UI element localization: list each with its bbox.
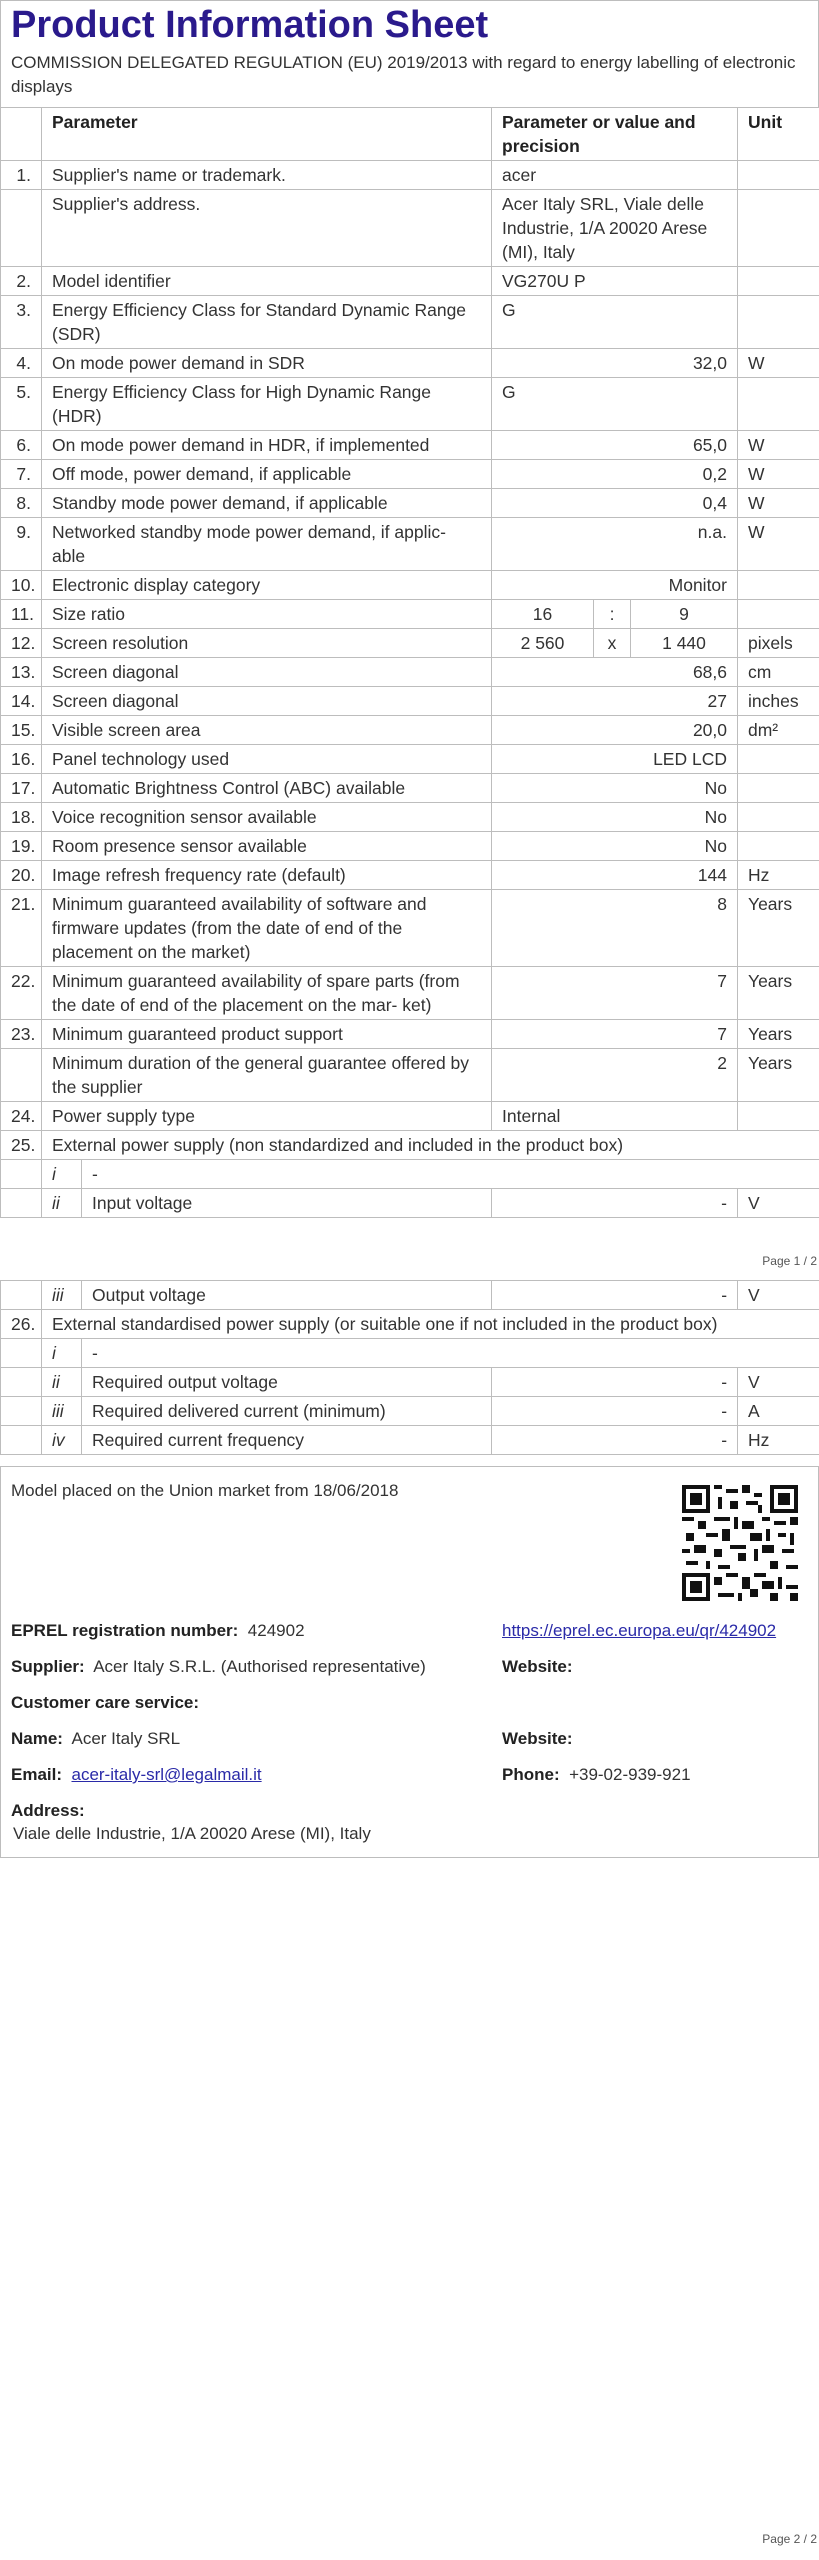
- resolution-width: 2 560: [492, 629, 594, 658]
- row-number: [1, 1281, 42, 1310]
- row-number: 6.: [1, 431, 42, 460]
- row-value: -: [492, 1189, 738, 1218]
- row-unit: Hz: [738, 861, 819, 890]
- row-parameter: Required output voltage: [82, 1368, 492, 1397]
- row-value: 68,6: [492, 658, 738, 687]
- row-unit: Years: [738, 890, 819, 967]
- row-value: 32,0: [492, 349, 738, 378]
- eprel-number: 424902: [247, 1621, 305, 1640]
- resolution-separator: x: [594, 629, 631, 658]
- row-number: 25.: [1, 1131, 42, 1160]
- row-number: 24.: [1, 1102, 42, 1131]
- row-unit: [738, 190, 819, 267]
- header-unit: Unit: [738, 108, 819, 161]
- row-value: 7: [492, 1020, 738, 1049]
- sheet-header: [0, 0, 819, 107]
- table-row: [1, 687, 819, 716]
- row-unit: [738, 600, 819, 629]
- row-parameter: Energy Efficiency Class for High Dynamic Range (HDR): [42, 378, 492, 431]
- care-phone-label: Phone:: [502, 1765, 560, 1784]
- row-value: No: [492, 774, 738, 803]
- care-address-value: Viale delle Industrie, 1/A 20020 Arese (MI), Italy: [13, 1824, 371, 1843]
- row-parameter: Minimum guaranteed product support: [42, 1020, 492, 1049]
- table-row: [1, 716, 819, 745]
- row-number: [1, 1189, 42, 1218]
- table-row: [1, 1426, 819, 1455]
- row-unit: [738, 161, 819, 190]
- supplier-value: Acer Italy S.R.L. (Authorised representative): [93, 1657, 426, 1676]
- sub-index: i: [42, 1160, 82, 1189]
- table-row: [1, 1339, 819, 1368]
- row-unit: [738, 571, 819, 600]
- row-unit: dm²: [738, 716, 819, 745]
- row-parameter: Image refresh frequency rate (default): [42, 861, 492, 890]
- row-number: 2.: [1, 267, 42, 296]
- row-unit: Years: [738, 967, 819, 1020]
- row-unit: V: [738, 1189, 819, 1218]
- row-unit: inches: [738, 687, 819, 716]
- row-value: No: [492, 803, 738, 832]
- row-value: -: [492, 1368, 738, 1397]
- table-row: [1, 1310, 819, 1339]
- row-unit: V: [738, 1368, 819, 1397]
- table-row: [1, 1397, 819, 1426]
- row-parameter: Required delivered current (minimum): [82, 1397, 492, 1426]
- row-unit: cm: [738, 658, 819, 687]
- row-number: 13.: [1, 658, 42, 687]
- row-unit: [738, 296, 819, 349]
- row-number: 9.: [1, 518, 42, 571]
- row-parameter: Screen diagonal: [42, 687, 492, 716]
- row-value: LED LCD: [492, 745, 738, 774]
- row-value: 2: [492, 1049, 738, 1102]
- row-value: G: [492, 296, 738, 349]
- care-website-label: Website:: [502, 1729, 573, 1748]
- row-parameter: Supplier's name or trademark.: [42, 161, 492, 190]
- table-row: [1, 1020, 819, 1049]
- care-address-label: Address:: [11, 1801, 85, 1820]
- row-parameter: Minimum duration of the general guarantee offered by the supplier: [42, 1049, 492, 1102]
- customer-care-label: Customer care service:: [11, 1693, 200, 1712]
- eprel-registration: [11, 1621, 305, 1641]
- market-placement-date: Model placed on the Union market from 18/06/2018: [11, 1481, 399, 1500]
- care-name-row: [11, 1729, 180, 1749]
- table-row: [1, 890, 819, 967]
- table-row: [1, 1368, 819, 1397]
- row-number: 23.: [1, 1020, 42, 1049]
- table-row: [1, 1189, 819, 1218]
- row-unit: W: [738, 460, 819, 489]
- row-unit: [738, 378, 819, 431]
- row-value: n.a.: [492, 518, 738, 571]
- care-email-link[interactable]: acer-italy-srl@legalmail.it: [71, 1765, 262, 1784]
- row-parameter: On mode power demand in SDR: [42, 349, 492, 378]
- care-phone-row: [502, 1765, 691, 1785]
- row-parameter: Voice recognition sensor available: [42, 803, 492, 832]
- row-number: 21.: [1, 890, 42, 967]
- row-parameter: Output voltage: [82, 1281, 492, 1310]
- table-row: [1, 832, 819, 861]
- row-value: Acer Italy SRL, Viale delle Industrie, 1/A 20020 Arese (MI), Italy: [492, 190, 738, 267]
- header-parameter: Parameter: [42, 108, 492, 161]
- row-number: 15.: [1, 716, 42, 745]
- row-parameter: Power supply type: [42, 1102, 492, 1131]
- row-parameter: Size ratio: [42, 600, 492, 629]
- row-number: 4.: [1, 349, 42, 378]
- page-two: [0, 1280, 819, 1455]
- table-row: [1, 378, 819, 431]
- row-parameter: Supplier's address.: [42, 190, 492, 267]
- eprel-link-row: [502, 1621, 776, 1641]
- table-row: [1, 803, 819, 832]
- row-parameter: Minimum guaranteed availability of spare parts (from the date of end of the placement on the mar- ket): [42, 967, 492, 1020]
- row-number: 10.: [1, 571, 42, 600]
- customer-care-heading: [11, 1693, 199, 1713]
- row-parameter: Automatic Brightness Control (ABC) available: [42, 774, 492, 803]
- table-row: [1, 161, 819, 190]
- row-value: -: [492, 1281, 738, 1310]
- table-row: [1, 774, 819, 803]
- page-number: Page 2 / 2: [762, 2532, 817, 2546]
- row-parameter: Off mode, power demand, if applicable: [42, 460, 492, 489]
- row-value: 20,0: [492, 716, 738, 745]
- row-number: [1, 1397, 42, 1426]
- table-row: [1, 571, 819, 600]
- table-row: [1, 967, 819, 1020]
- row-parameter: Energy Efficiency Class for Standard Dynamic Range (SDR): [42, 296, 492, 349]
- row-number: [1, 1339, 42, 1368]
- row-value: acer: [492, 161, 738, 190]
- supplier-row: [11, 1657, 426, 1677]
- eprel-label: EPREL registration number:: [11, 1621, 239, 1640]
- row-parameter: Networked standby mode power demand, if applic- able: [42, 518, 492, 571]
- row-parameter: On mode power demand in HDR, if implemented: [42, 431, 492, 460]
- table-row: [1, 1281, 819, 1310]
- row-number: 17.: [1, 774, 42, 803]
- row-number: 19.: [1, 832, 42, 861]
- row-value: -: [492, 1397, 738, 1426]
- sub-index: ii: [42, 1368, 82, 1397]
- row-unit: [738, 745, 819, 774]
- row-number: 26.: [1, 1310, 42, 1339]
- table-row: [1, 1131, 819, 1160]
- row-unit: pixels: [738, 629, 819, 658]
- regulation-subtitle: COMMISSION DELEGATED REGULATION (EU) 2019/2013 with regard to energy labelling of electronic displays: [11, 53, 796, 96]
- table-row: [1, 296, 819, 349]
- row-unit: [738, 1102, 819, 1131]
- table-row: [1, 629, 819, 658]
- row-unit: [738, 267, 819, 296]
- row-number: 11.: [1, 600, 42, 629]
- sub-index: i: [42, 1339, 82, 1368]
- row-number: 3.: [1, 296, 42, 349]
- row-unit: A: [738, 1397, 819, 1426]
- parameters-table: [0, 107, 819, 1218]
- table-row: [1, 460, 819, 489]
- row-value: 8: [492, 890, 738, 967]
- care-address-heading: [11, 1801, 85, 1821]
- qr-code-icon[interactable]: [682, 1485, 798, 1601]
- ratio-width: 16: [492, 600, 594, 629]
- row-parameter: Visible screen area: [42, 716, 492, 745]
- row-value: 65,0: [492, 431, 738, 460]
- row-number: 14.: [1, 687, 42, 716]
- row-unit: Years: [738, 1049, 819, 1102]
- supplier-info-card: [0, 1466, 819, 1858]
- row-number: 7.: [1, 460, 42, 489]
- row-unit: W: [738, 489, 819, 518]
- row-value: 0,4: [492, 489, 738, 518]
- table-row: [1, 1049, 819, 1102]
- row-number: 12.: [1, 629, 42, 658]
- row-parameter: Screen resolution: [42, 629, 492, 658]
- row-unit: [738, 832, 819, 861]
- row-number: 5.: [1, 378, 42, 431]
- row-value: No: [492, 832, 738, 861]
- supplier-label: Supplier:: [11, 1657, 85, 1676]
- row-number: 8.: [1, 489, 42, 518]
- sub-index: iv: [42, 1426, 82, 1455]
- table-row: [1, 600, 819, 629]
- table-row: [1, 349, 819, 378]
- row-value: 0,2: [492, 460, 738, 489]
- row-value: VG270U P: [492, 267, 738, 296]
- table-row: [1, 518, 819, 571]
- row-parameter: Model identifier: [42, 267, 492, 296]
- row-value: 27: [492, 687, 738, 716]
- row-number: [1, 1160, 42, 1189]
- care-name-value: Acer Italy SRL: [71, 1729, 181, 1748]
- table-row: [1, 1102, 819, 1131]
- row-value: G: [492, 378, 738, 431]
- care-name-label: Name:: [11, 1729, 63, 1748]
- row-unit: W: [738, 518, 819, 571]
- table-row: [1, 190, 819, 267]
- row-parameter: Electronic display category: [42, 571, 492, 600]
- parameters-table-continued: [0, 1280, 819, 1455]
- website-row: [502, 1657, 573, 1677]
- sub-index: ii: [42, 1189, 82, 1218]
- row-parameter: External standardised power supply (or suitable one if not included in the product box): [42, 1310, 819, 1339]
- care-email-row: [11, 1765, 262, 1785]
- row-value: 7: [492, 967, 738, 1020]
- ratio-height: 9: [631, 600, 738, 629]
- page-number: Page 1 / 2: [762, 1254, 817, 1268]
- row-number: [1, 1368, 42, 1397]
- row-number: 20.: [1, 861, 42, 890]
- table-row: [1, 745, 819, 774]
- row-parameter: Room presence sensor available: [42, 832, 492, 861]
- table-header-row: [1, 108, 819, 161]
- ratio-separator: :: [594, 600, 631, 629]
- row-parameter: -: [82, 1160, 819, 1189]
- table-row: [1, 658, 819, 687]
- row-unit: W: [738, 349, 819, 378]
- table-row: [1, 861, 819, 890]
- row-value: Internal: [492, 1102, 738, 1131]
- header-value: Parameter or value and precision: [492, 108, 738, 161]
- care-website-row: [502, 1729, 573, 1749]
- table-row: [1, 267, 819, 296]
- care-phone-value: +39-02-939-921: [569, 1765, 691, 1784]
- row-unit: W: [738, 431, 819, 460]
- row-parameter: Standby mode power demand, if applicable: [42, 489, 492, 518]
- row-number: [1, 1049, 42, 1102]
- row-value: -: [492, 1426, 738, 1455]
- page-one: [0, 0, 819, 1268]
- row-number: 16.: [1, 745, 42, 774]
- table-row: [1, 1160, 819, 1189]
- row-unit: V: [738, 1281, 819, 1310]
- row-number: [1, 190, 42, 267]
- row-parameter: Required current frequency: [82, 1426, 492, 1455]
- row-unit: [738, 774, 819, 803]
- eprel-link[interactable]: https://eprel.ec.europa.eu/qr/424902: [502, 1621, 777, 1640]
- row-parameter: Minimum guaranteed availability of software and firmware updates (from the date of end of the placement on the market): [42, 890, 492, 967]
- care-email-label: Email:: [11, 1765, 63, 1784]
- row-unit: [738, 803, 819, 832]
- sub-index: iii: [42, 1397, 82, 1426]
- row-parameter: Panel technology used: [42, 745, 492, 774]
- page-title: Product Information Sheet: [11, 4, 489, 46]
- row-parameter: -: [82, 1339, 819, 1368]
- row-parameter: Input voltage: [82, 1189, 492, 1218]
- row-parameter: Screen diagonal: [42, 658, 492, 687]
- row-number: 22.: [1, 967, 42, 1020]
- website-label: Website:: [502, 1657, 573, 1676]
- resolution-height: 1 440: [631, 629, 738, 658]
- row-number: [1, 1426, 42, 1455]
- row-number: 1.: [1, 161, 42, 190]
- row-unit: Hz: [738, 1426, 819, 1455]
- row-parameter: External power supply (non standardized and included in the product box): [42, 1131, 819, 1160]
- table-row: [1, 489, 819, 518]
- table-row: [1, 431, 819, 460]
- row-unit: Years: [738, 1020, 819, 1049]
- sub-index: iii: [42, 1281, 82, 1310]
- row-value: 144: [492, 861, 738, 890]
- row-number: 18.: [1, 803, 42, 832]
- row-value: Monitor: [492, 571, 738, 600]
